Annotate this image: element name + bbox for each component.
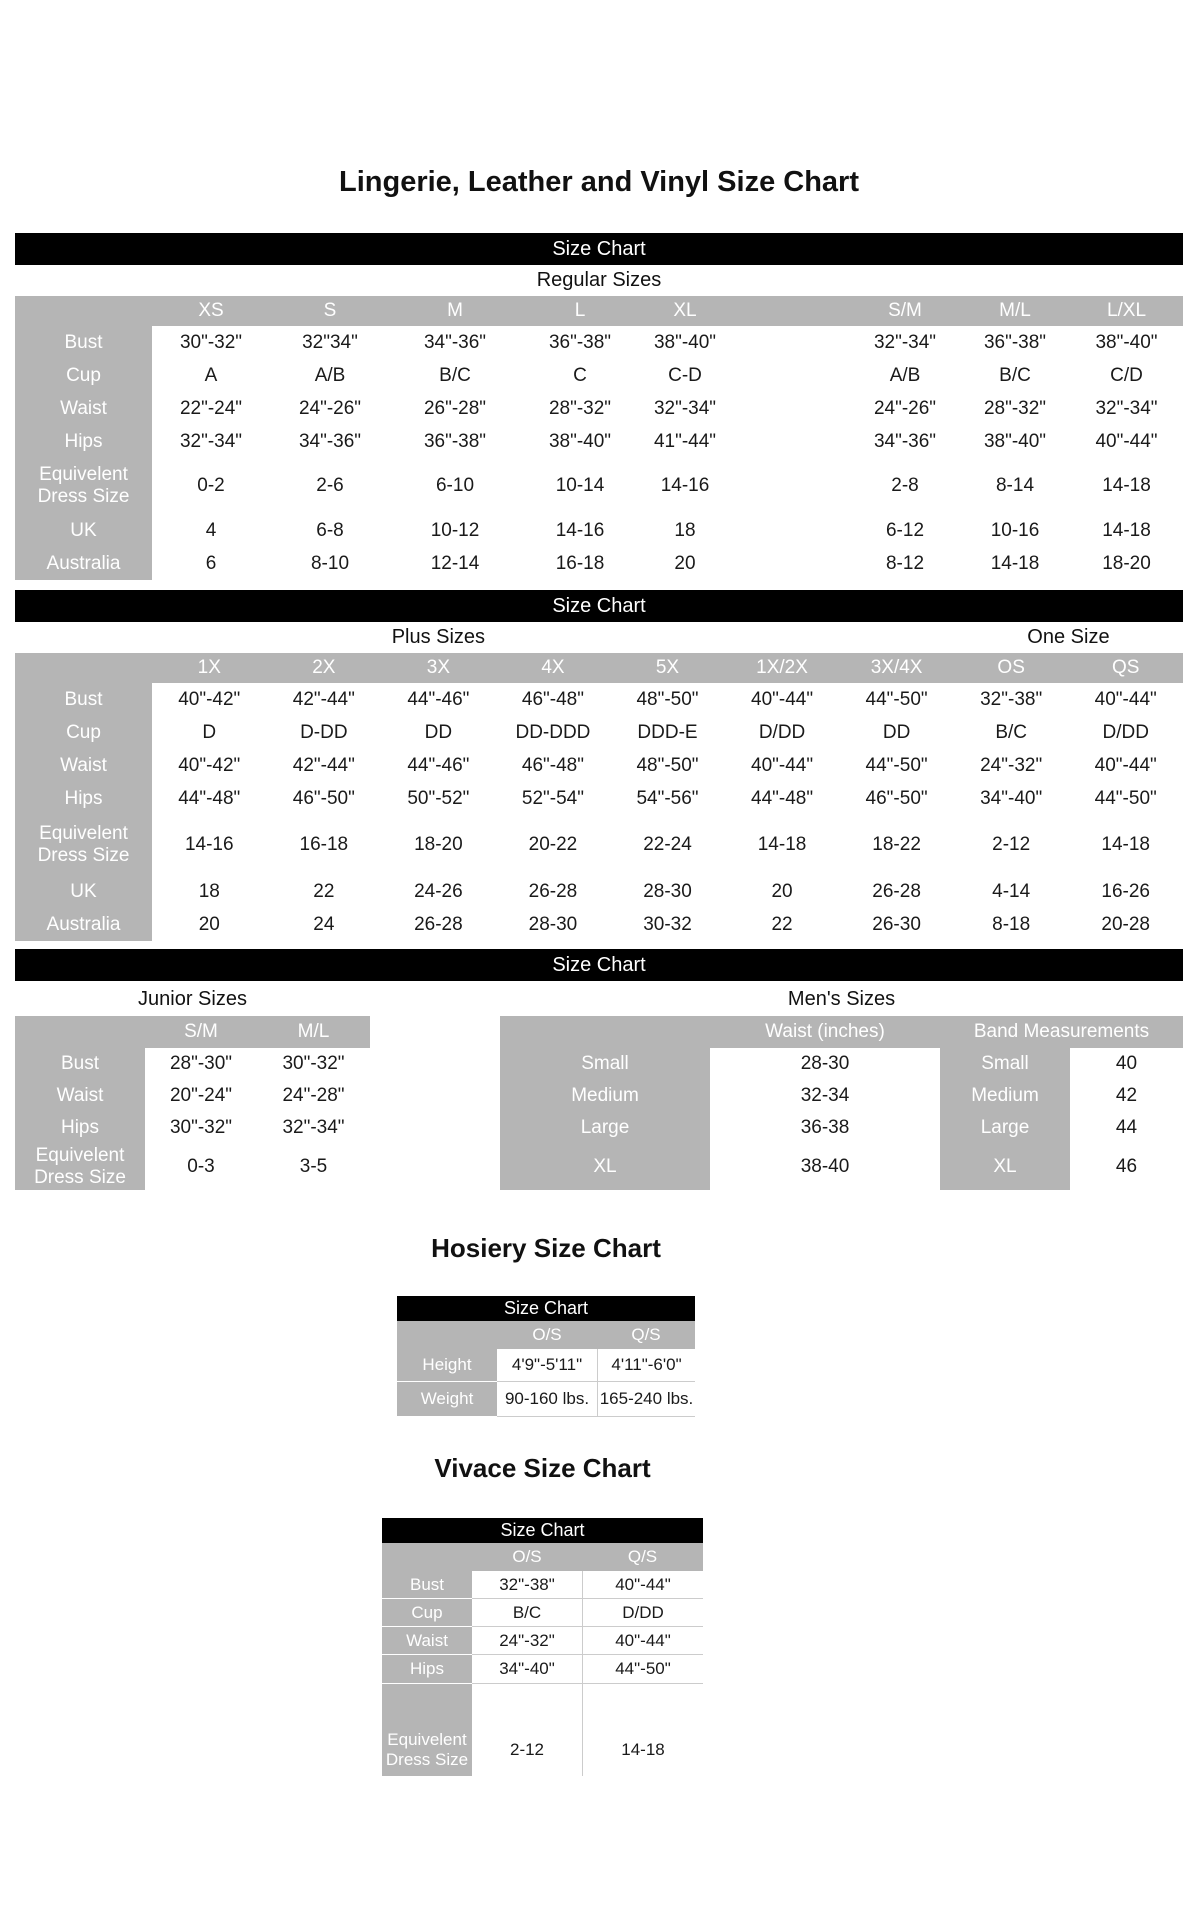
table-cell: 2-6 — [270, 458, 390, 514]
table-cell: 4 — [152, 514, 270, 547]
table-cell: 36"-38" — [520, 326, 640, 359]
size-chart-bar — [15, 949, 1183, 981]
header-corner — [397, 1321, 497, 1349]
row-label: XL — [500, 1144, 710, 1190]
table-cell: 24"-26" — [270, 392, 390, 425]
table-cell: 14-16 — [520, 514, 640, 547]
table-cell: 54"-56" — [610, 782, 725, 815]
table-cell: 40"-42" — [152, 683, 267, 716]
table-cell: 8-10 — [270, 547, 390, 580]
table-cell: 42"-44" — [267, 683, 382, 716]
table-cell: D — [152, 716, 267, 749]
table-cell: 90-160 lbs. — [497, 1382, 597, 1417]
table-cell: 41"-44" — [640, 425, 730, 458]
table-cell: 24"-32" — [954, 749, 1069, 782]
column-header: M — [390, 296, 520, 326]
row-label: Cup — [15, 716, 152, 749]
column-header: Q/S — [582, 1543, 703, 1571]
row-label: Equivelent Dress Size — [15, 1144, 145, 1190]
table-cell: C — [520, 359, 640, 392]
regular-sizes-table — [15, 296, 1183, 580]
header-corner — [382, 1543, 472, 1571]
table-cell: 32"34" — [270, 326, 390, 359]
table-cell: 16-18 — [267, 815, 382, 875]
table-cell: 8-12 — [850, 547, 960, 580]
table-cell: A/B — [850, 359, 960, 392]
table-cell: D/DD — [582, 1599, 703, 1627]
table-cell: 24 — [267, 908, 382, 941]
size-chart-bar-label: Size Chart — [500, 1520, 585, 1540]
table-cell: 46 — [1070, 1144, 1183, 1190]
gap-cell — [730, 547, 850, 580]
table-cell: 32"-34" — [640, 392, 730, 425]
table-cell: 18-20 — [1070, 547, 1183, 580]
table-cell: 16-18 — [520, 547, 640, 580]
header-corner — [15, 296, 152, 326]
table-cell: 46"-50" — [839, 782, 954, 815]
row-label: Height — [397, 1349, 497, 1381]
table-cell: 30"-32" — [257, 1048, 370, 1080]
table-cell: DD-DDD — [496, 716, 611, 749]
table-cell: 44"-46" — [381, 749, 496, 782]
table-cell: 34"-36" — [850, 425, 960, 458]
row-label: Small — [940, 1048, 1070, 1080]
table-cell: 46"-48" — [496, 749, 611, 782]
table-cell: 28"-32" — [960, 392, 1070, 425]
table-cell: 14-18 — [1070, 514, 1183, 547]
table-cell: 4'11"-6'0" — [597, 1349, 695, 1382]
table-cell: 20 — [725, 875, 840, 908]
row-label: UK — [15, 875, 152, 908]
table-cell: 38"-40" — [1070, 326, 1183, 359]
gap-cell — [730, 458, 850, 514]
table-cell: 24"-32" — [472, 1627, 582, 1655]
table-cell: 10-16 — [960, 514, 1070, 547]
hosiery-chart — [397, 1190, 695, 1417]
table-cell: 48"-50" — [610, 749, 725, 782]
mens-sizes-table — [500, 1016, 1183, 1190]
row-label: Bust — [15, 1048, 145, 1080]
vivace-title: Vivace Size Chart — [434, 1453, 651, 1483]
column-header: Q/S — [597, 1321, 695, 1349]
table-cell: 8-14 — [960, 458, 1070, 514]
plus-section-headings — [15, 622, 1183, 653]
table-cell: 0-3 — [145, 1144, 257, 1190]
row-label: UK — [15, 514, 152, 547]
table-cell: 40"-44" — [1068, 683, 1183, 716]
table-cell: 14-18 — [1070, 458, 1183, 514]
junior-mens-headings — [15, 983, 1183, 1016]
row-label: Hips — [15, 425, 152, 458]
table-cell: 165-240 lbs. — [597, 1382, 695, 1417]
table-cell: 32"-38" — [472, 1571, 582, 1599]
size-chart-bar — [382, 1518, 703, 1543]
plus-sizes-table — [15, 653, 1183, 941]
table-cell: 22"-24" — [152, 392, 270, 425]
column-header: 5X — [610, 653, 725, 683]
table-cell: 22-24 — [610, 815, 725, 875]
column-header: S/M — [145, 1016, 257, 1048]
table-cell: 26-28 — [496, 875, 611, 908]
table-cell: 3-5 — [257, 1144, 370, 1190]
column-header: Band Measurements — [940, 1016, 1183, 1048]
table-cell: 14-16 — [152, 815, 267, 875]
row-label: Hips — [382, 1655, 472, 1683]
table-cell: 40"-44" — [1070, 425, 1183, 458]
column-header: S — [270, 296, 390, 326]
table-cell: 36-38 — [710, 1112, 940, 1144]
table-cell: C/D — [1070, 359, 1183, 392]
row-label: Bust — [15, 683, 152, 716]
table-cell: 38"-40" — [960, 425, 1070, 458]
regular-sizes-heading: Regular Sizes — [536, 269, 662, 291]
table-cell: 2-12 — [472, 1724, 582, 1776]
size-chart-bar-label: Size Chart — [552, 237, 646, 260]
table-cell: 42"-44" — [267, 749, 382, 782]
table-cell: B/C — [960, 359, 1070, 392]
table-cell: 50"-52" — [381, 782, 496, 815]
size-chart-bar-label: Size Chart — [503, 1298, 589, 1318]
table-cell: 34"-40" — [472, 1655, 582, 1684]
table-cell: D/DD — [1068, 716, 1183, 749]
size-chart-bar — [15, 590, 1183, 622]
table-cell: 28"-30" — [145, 1048, 257, 1080]
table-cell: 28-30 — [496, 908, 611, 941]
one-size-heading: One Size — [1027, 626, 1110, 648]
row-label: Hips — [15, 1112, 145, 1144]
table-cell: 34"-36" — [270, 425, 390, 458]
row-label: Waist — [15, 749, 152, 782]
table-cell: 14-18 — [1068, 815, 1183, 875]
table-cell: 46"-50" — [267, 782, 382, 815]
column-header: 3X/4X — [839, 653, 954, 683]
table-cell: A/B — [270, 359, 390, 392]
table-cell: 18 — [640, 514, 730, 547]
table-cell: 34"-36" — [390, 326, 520, 359]
table-cell: DDD-E — [610, 716, 725, 749]
table-cell: 52"-54" — [496, 782, 611, 815]
vivace-chart — [382, 1417, 703, 1776]
row-label: Bust — [15, 326, 152, 359]
table-cell: 44"-46" — [381, 683, 496, 716]
table-cell: 38"-40" — [640, 326, 730, 359]
table-cell: 42 — [1070, 1080, 1183, 1112]
table-cell: 28"-32" — [520, 392, 640, 425]
table-cell: 0-2 — [152, 458, 270, 514]
row-label: Waist — [382, 1627, 472, 1654]
table-cell: 48"-50" — [610, 683, 725, 716]
table-cell: 32"-34" — [1070, 392, 1183, 425]
table-cell: 26-28 — [381, 908, 496, 941]
table-cell: 32"-34" — [257, 1112, 370, 1144]
table-cell: 12-14 — [390, 547, 520, 580]
plus-sizes-heading: Plus Sizes — [391, 626, 486, 648]
row-label: Equivelent Dress Size — [382, 1724, 472, 1776]
row-label: Equivelent Dress Size — [15, 458, 152, 514]
table-cell: 30-32 — [610, 908, 725, 941]
table-cell: 24-26 — [381, 875, 496, 908]
table-cell: 14-16 — [640, 458, 730, 514]
size-chart-bar-label: Size Chart — [552, 594, 646, 617]
hosiery-size-table — [397, 1321, 695, 1417]
gap-cell — [730, 326, 850, 359]
column-header: L — [520, 296, 640, 326]
column-header: 4X — [496, 653, 611, 683]
mens-sizes-heading: Men's Sizes — [787, 988, 896, 1010]
row-label: Bust — [382, 1571, 472, 1598]
table-cell: 18-20 — [381, 815, 496, 875]
size-chart-bar — [15, 233, 1183, 265]
column-header: 2X — [267, 653, 382, 683]
table-cell: 22 — [267, 875, 382, 908]
row-label: Large — [500, 1112, 710, 1144]
table-cell: 36"-38" — [960, 326, 1070, 359]
table-cell: 46"-48" — [496, 683, 611, 716]
spacer-cell — [582, 1684, 703, 1724]
table-cell: 40"-44" — [582, 1627, 703, 1655]
table-cell: 28-30 — [610, 875, 725, 908]
column-header: 1X/2X — [725, 653, 840, 683]
table-cell: 20"-24" — [145, 1080, 257, 1112]
junior-sizes-heading: Junior Sizes — [138, 988, 247, 1010]
table-cell: 26-30 — [839, 908, 954, 941]
row-label: Medium — [940, 1080, 1070, 1112]
table-cell: 16-26 — [1068, 875, 1183, 908]
table-cell: 34"-40" — [954, 782, 1069, 815]
table-cell: 10-12 — [390, 514, 520, 547]
table-cell: 44"-48" — [152, 782, 267, 815]
table-cell: 44"-50" — [839, 683, 954, 716]
column-header: O/S — [497, 1321, 597, 1349]
column-header: OS — [954, 653, 1069, 683]
hosiery-title: Hosiery Size Chart — [431, 1233, 661, 1263]
header-corner — [500, 1016, 710, 1048]
column-header: Waist (inches) — [710, 1016, 940, 1048]
table-cell: D-DD — [267, 716, 382, 749]
table-cell: 44 — [1070, 1112, 1183, 1144]
row-label: Large — [940, 1112, 1070, 1144]
row-label: Australia — [15, 547, 152, 580]
gap-cell — [730, 359, 850, 392]
table-cell: 30"-32" — [145, 1112, 257, 1144]
table-cell: 36"-38" — [390, 425, 520, 458]
table-cell: 24"-28" — [257, 1080, 370, 1112]
table-cell: DD — [381, 716, 496, 749]
table-cell: 40"-42" — [152, 749, 267, 782]
table-cell: 44"-50" — [582, 1655, 703, 1684]
table-cell: 6-8 — [270, 514, 390, 547]
junior-mens-tables — [15, 1016, 1183, 1190]
column-header: M/L — [257, 1016, 370, 1048]
header-corner — [15, 1016, 145, 1048]
size-chart-bar — [397, 1296, 695, 1321]
table-cell: 40"-44" — [1068, 749, 1183, 782]
header-gap — [730, 296, 850, 326]
row-label — [382, 1684, 472, 1724]
table-cell: 32"-38" — [954, 683, 1069, 716]
table-cell: 40 — [1070, 1048, 1183, 1080]
table-cell: 18 — [152, 875, 267, 908]
table-cell: 44"-50" — [1068, 782, 1183, 815]
table-cell: 30"-32" — [152, 326, 270, 359]
column-header: 1X — [152, 653, 267, 683]
table-cell: B/C — [390, 359, 520, 392]
table-cell: 6-10 — [390, 458, 520, 514]
table-cell: A — [152, 359, 270, 392]
table-cell: 6-12 — [850, 514, 960, 547]
table-cell: 14-18 — [582, 1724, 703, 1776]
row-label: Hips — [15, 782, 152, 815]
row-label: Australia — [15, 908, 152, 941]
row-label: Medium — [500, 1080, 710, 1112]
row-label: Cup — [15, 359, 152, 392]
table-cell: 40"-44" — [725, 683, 840, 716]
table-cell: 6 — [152, 547, 270, 580]
table-cell: 20-28 — [1068, 908, 1183, 941]
column-header: QS — [1068, 653, 1183, 683]
column-header: S/M — [850, 296, 960, 326]
table-cell: DD — [839, 716, 954, 749]
table-cell: 32-34 — [710, 1080, 940, 1112]
column-header: 3X — [381, 653, 496, 683]
table-cell: 4-14 — [954, 875, 1069, 908]
junior-sizes-table — [15, 1016, 370, 1190]
column-header: XL — [640, 296, 730, 326]
column-header: O/S — [472, 1543, 582, 1571]
table-cell: 26"-28" — [390, 392, 520, 425]
table-cell: B/C — [472, 1599, 582, 1627]
row-label: Waist — [15, 1080, 145, 1112]
table-cell: 22 — [725, 908, 840, 941]
table-cell: 24"-26" — [850, 392, 960, 425]
gap-cell — [730, 392, 850, 425]
gap-cell — [730, 514, 850, 547]
row-label: Cup — [382, 1599, 472, 1626]
table-cell: 14-18 — [960, 547, 1070, 580]
table-cell: 38"-40" — [520, 425, 640, 458]
table-cell: 32"-34" — [152, 425, 270, 458]
table-cell: 44"-50" — [839, 749, 954, 782]
table-cell: 20 — [640, 547, 730, 580]
size-chart-page — [15, 0, 1183, 1776]
column-header: XS — [152, 296, 270, 326]
table-cell: 2-8 — [850, 458, 960, 514]
table-cell: 8-18 — [954, 908, 1069, 941]
table-cell: 10-14 — [520, 458, 640, 514]
table-cell: C-D — [640, 359, 730, 392]
table-cell: 44"-48" — [725, 782, 840, 815]
table-cell: 40"-44" — [725, 749, 840, 782]
size-chart-bar-label: Size Chart — [552, 953, 646, 976]
table-cell: 2-12 — [954, 815, 1069, 875]
table-cell: 28-30 — [710, 1048, 940, 1080]
row-label: XL — [940, 1144, 1070, 1190]
table-cell: 38-40 — [710, 1144, 940, 1190]
gap-cell — [730, 425, 850, 458]
header-corner — [15, 653, 152, 683]
table-cell: 20-22 — [496, 815, 611, 875]
vivace-size-table — [382, 1543, 703, 1776]
table-cell: B/C — [954, 716, 1069, 749]
table-cell: 4'9"-5'11" — [497, 1349, 597, 1382]
table-cell: 26-28 — [839, 875, 954, 908]
row-label: Waist — [15, 392, 152, 425]
table-cell: 20 — [152, 908, 267, 941]
row-label: Small — [500, 1048, 710, 1080]
table-cell: 14-18 — [725, 815, 840, 875]
spacer-cell — [472, 1684, 582, 1724]
row-label: Equivelent Dress Size — [15, 815, 152, 875]
page-title: Lingerie, Leather and Vinyl Size Chart — [339, 166, 859, 198]
column-header: L/XL — [1070, 296, 1183, 326]
table-cell: D/DD — [725, 716, 840, 749]
table-cell: 18-22 — [839, 815, 954, 875]
column-header: M/L — [960, 296, 1070, 326]
row-label: Weight — [397, 1382, 497, 1416]
table-cell: 40"-44" — [582, 1571, 703, 1599]
table-cell: 32"-34" — [850, 326, 960, 359]
